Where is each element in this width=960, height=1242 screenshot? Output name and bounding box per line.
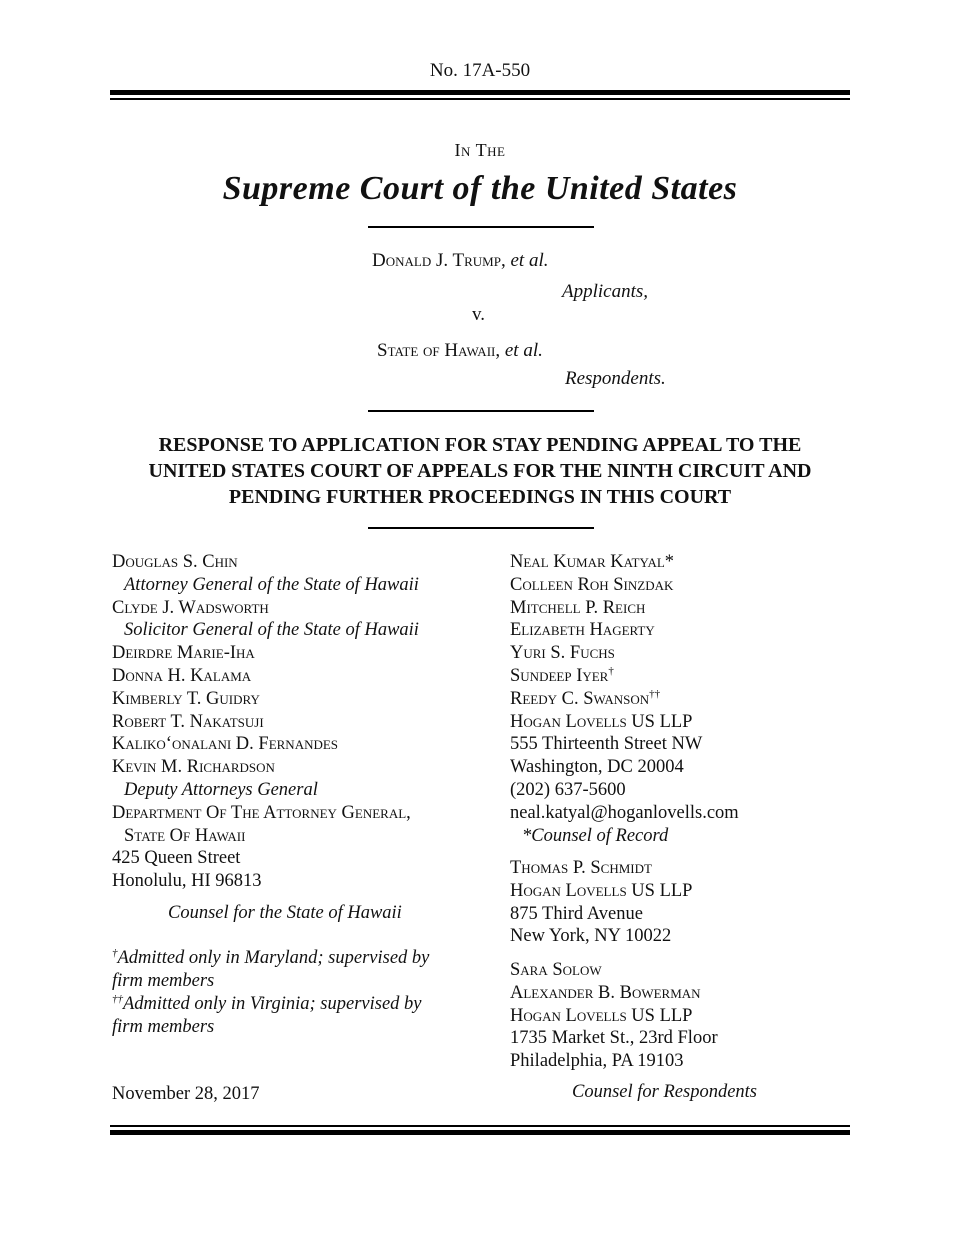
bottom-double-rule	[110, 1125, 850, 1135]
title-line-1: RESPONSE TO APPLICATION FOR STAY PENDING APPEAL TO THE	[158, 434, 802, 456]
firm-street: 555 Thirteenth Street NW	[510, 734, 703, 755]
title-line-3: PENDING FURTHER PROCEEDINGS IN THIS COURT	[228, 486, 732, 508]
respondent-name: State of Hawaii,	[377, 340, 501, 361]
counsel-name-iyer: Sundeep Iyer†	[510, 664, 614, 686]
document-title	[100, 432, 860, 510]
court-name: Supreme Court of the United States	[222, 170, 738, 207]
state-counsel-for: Counsel for the State of Hawaii	[168, 903, 402, 923]
firm-city: Washington, DC 20004	[510, 757, 684, 778]
top-double-rule	[110, 90, 850, 100]
double-dagger-mark: ††	[112, 992, 123, 1005]
counsel-name: Colleen Roh Sinzdak	[510, 574, 674, 595]
divider-rule-2	[368, 410, 594, 412]
counsel-name: Yuri S. Fuchs	[510, 643, 615, 664]
firm-name: Hogan Lovells US LLP	[510, 711, 693, 732]
counsel-name: Alexander B. Bowerman	[510, 982, 701, 1003]
respondent-counsel-block-3	[510, 959, 718, 1073]
filing-date: November 28, 2017	[112, 1084, 260, 1104]
respondent-counsel-for: Counsel for Respondents	[572, 1082, 757, 1102]
counsel-name: Sara Solow	[510, 960, 602, 980]
counsel-name: Neal Kumar Katyal*	[510, 552, 675, 572]
respondent-etal: et al.	[504, 340, 543, 361]
counsel-name: Thomas P. Schmidt	[510, 858, 652, 878]
divider-rule-1	[368, 226, 594, 228]
footnote-2-cont: firm members	[112, 1017, 215, 1037]
versus: v.	[472, 304, 486, 325]
counsel-name: Deirdre Marie-Iha	[112, 643, 255, 664]
counsel-name: Mitchell P. Reich	[510, 597, 646, 618]
docket-number: No. 17A-550	[429, 60, 531, 81]
respondent-line	[377, 340, 543, 362]
counsel-of-record: *Counsel of Record	[522, 825, 669, 846]
title-line-2: UNITED STATES COURT OF APPEALS FOR THE NINTH CIRCUIT AND	[148, 460, 812, 482]
counsel-title: Solicitor General of the State of Hawaii	[124, 620, 419, 641]
state-counsel-block	[112, 551, 419, 893]
footnote-2: ††Admitted only in Virginia; supervised by	[112, 992, 422, 1014]
divider-rule-3	[368, 527, 594, 529]
counsel-name: Douglas S. Chin	[112, 552, 238, 572]
respondent-counsel-block-1	[510, 551, 739, 847]
applicant-name: Donald J. Trump,	[372, 250, 506, 271]
applicant-role: Applicants,	[562, 281, 649, 302]
firm-name: Hogan Lovells US LLP	[510, 1005, 693, 1026]
counsel-name: Donna H. Kalama	[112, 665, 252, 686]
office-city: Honolulu, HI 96813	[112, 871, 262, 892]
dagger-mark: †	[112, 946, 118, 959]
firm-city: New York, NY 10022	[510, 926, 672, 947]
counsel-name: Elizabeth Hagerty	[510, 620, 655, 641]
office-state: State Of Hawaii	[124, 825, 246, 846]
counsel-name: Robert T. Nakatsuji	[112, 711, 264, 732]
respondent-role: Respondents.	[565, 368, 666, 389]
counsel-name: Kevin M. Richardson	[112, 757, 275, 778]
counsel-title: Attorney General of the State of Hawaii	[124, 574, 419, 595]
footnotes	[112, 947, 492, 1039]
counsel-name: Kimberly T. Guidry	[112, 688, 260, 709]
firm-city: Philadelphia, PA 19103	[510, 1051, 684, 1072]
firm-phone: (202) 637-5600	[510, 779, 626, 800]
respondent-counsel-block-2	[510, 857, 692, 948]
email-address[interactable]: neal.katyal@hoganlovells.com	[510, 802, 739, 823]
counsel-title: Deputy Attorneys General	[124, 779, 318, 800]
applicant-etal: et al.	[510, 250, 549, 271]
counsel-name: Kaliko‘onalani D. Fernandes	[112, 734, 339, 755]
footnote-1-cont: firm members	[112, 971, 215, 991]
counsel-name-swanson: Reedy C. Swanson††	[510, 687, 661, 709]
counsel-name: Clyde J. Wadsworth	[112, 597, 269, 618]
office-street: 425 Queen Street	[112, 848, 241, 869]
firm-name: Hogan Lovells US LLP	[510, 880, 693, 901]
office-name: Department Of The Attorney General,	[112, 802, 411, 823]
firm-street: 875 Third Avenue	[510, 903, 643, 924]
footnote-1: †Admitted only in Maryland; supervised by	[112, 946, 430, 968]
applicant-line	[372, 250, 548, 272]
firm-street: 1735 Market St., 23rd Floor	[510, 1028, 718, 1049]
in-the-heading: In The	[454, 140, 506, 160]
